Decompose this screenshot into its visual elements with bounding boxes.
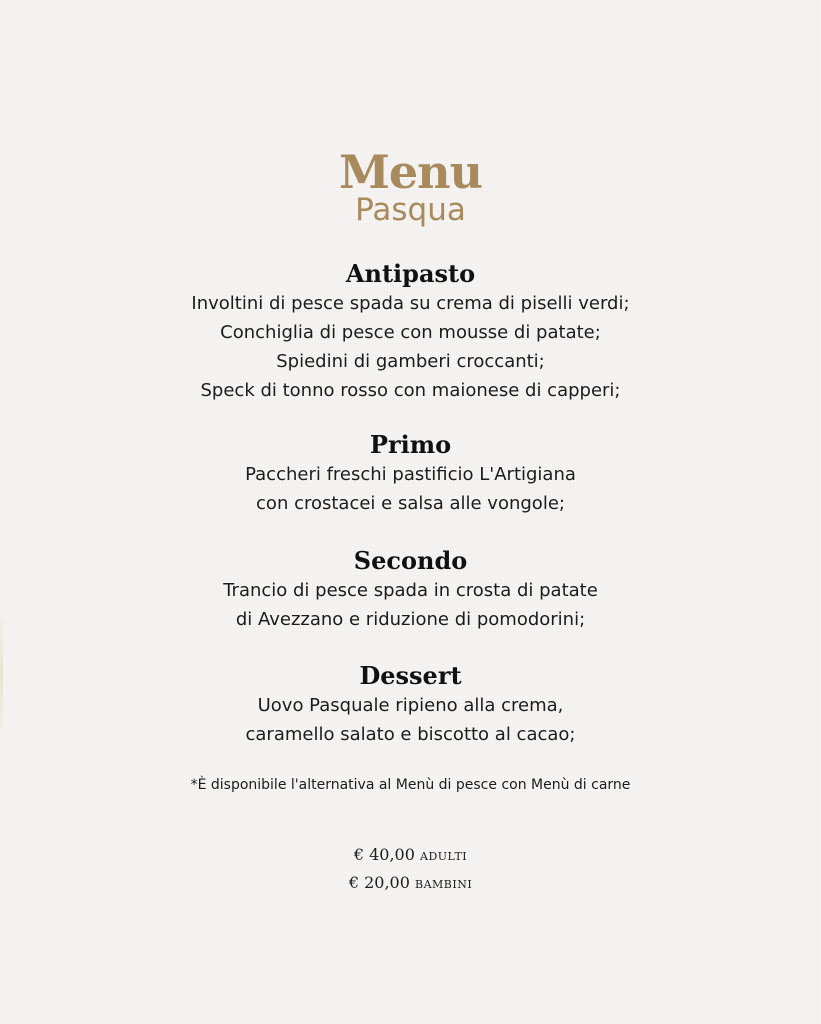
dish-line: Trancio di pesce spada in crosta di patate [223,580,598,601]
dish-line: caramello salato e biscotto al cacao; [245,724,576,745]
price-amount: € 20,00 [348,873,410,892]
dish-line: di Avezzano e riduzione di pomodorini; [235,609,586,630]
menu-subtitle: Pasqua [355,192,466,228]
dish-line: Speck di tonno rosso con maionese di capperi; [200,380,621,401]
dish-line: Spiedini di gamberi croccanti; [276,351,545,372]
dish-line: Paccheri freschi pastificio L'Artigiana [245,464,576,485]
section-heading: Primo [369,430,452,459]
price-row-adults [0,842,821,870]
alternative-note: *È disponibile l'alternativa al Menù di pesce con Menù di carne [190,777,631,793]
dish-line: Conchiglia di pesce con mousse di patate; [220,322,601,343]
price-label: BAMBINI [414,878,473,891]
section-heading: Antipasto [345,259,476,288]
section-heading: Dessert [359,661,462,690]
dish-line: Uovo Pasquale ripieno alla crema, [257,695,564,716]
dish-line: con crostacei e salsa alle vongole; [256,493,565,514]
dish-line: Involtini di pesce spada su crema di piselli verdi; [191,293,630,314]
price-row-children [0,870,821,898]
price-amount: € 40,00 [353,845,415,864]
price-list [0,842,821,898]
section-dessert [0,661,821,749]
menu-title: Menu [338,145,483,199]
section-heading: Secondo [353,546,468,575]
section-secondo [0,546,821,634]
section-antipasto [0,259,821,405]
section-primo [0,430,821,518]
price-label: ADULTI [420,850,468,863]
